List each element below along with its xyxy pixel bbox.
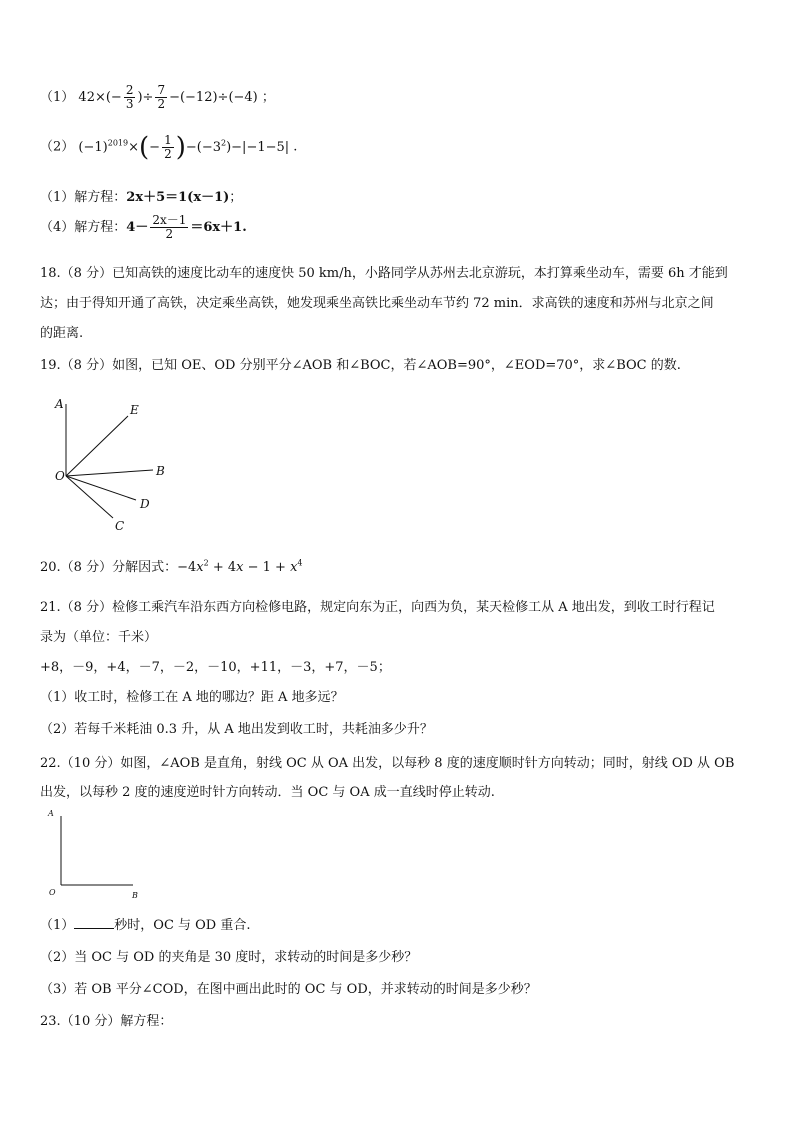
expr-3 — [40, 186, 242, 205]
label-O: O — [55, 469, 65, 483]
label-A: A — [48, 809, 54, 818]
q20 — [40, 556, 303, 575]
label-B: B — [156, 464, 165, 478]
q22-line-2: 出发，以每秒 2 度的速度逆时针方向转动．当 OC 与 OA 成一直线时停止转动. — [40, 785, 495, 800]
expr-2-body: $(-1)^{2019}\times(-$ $\frac{1}{2}$ )$-(-3^2)-|-1-5|$ — [78, 132, 290, 162]
expr-3-equation: 2x＋5＝1(x－1) — [126, 190, 230, 205]
q21-line-1: 21.（8 分）检修工乘汽车沿东西方向检修电路，规定向东为正，向西为负，某天检修工从 A 地出发，到收工时行程记 — [40, 600, 715, 615]
label-A: A — [55, 397, 64, 411]
q22-sub-1 — [40, 914, 251, 933]
expr-2-label: （2） — [40, 139, 75, 155]
q22-right-angle-diagram — [40, 806, 150, 906]
expr-3-label: （1）解方程： — [40, 190, 127, 205]
q21-line-2: 录为（单位：千米） — [40, 630, 158, 645]
expr-2-tail: . — [293, 139, 298, 155]
q22-sub-1-pre: （1） — [40, 918, 75, 933]
label-D: D — [140, 497, 150, 511]
q19-angle-diagram — [40, 390, 190, 540]
expr-4-label: （4）解方程： — [40, 220, 127, 235]
q23-text: 23.（10 分）解方程： — [40, 1014, 173, 1029]
label-C: C — [115, 519, 125, 533]
ray-OB — [66, 470, 153, 476]
q22-line-1: 22.（10 分）如图，∠AOB 是直角，射线 OC 从 OA 出发，以每秒 8 度的速度顺时针方向转动；同时，射线 OD 从 OB — [40, 756, 735, 771]
expr-4-denominator: 2 — [150, 227, 188, 241]
expr-3-tail: ； — [229, 190, 243, 205]
q19-text: 19.（8 分）如图，已知 OE、OD 分别平分∠AOB 和∠BOC，若∠AOB=90°，∠EOD=70°，求∠BOC 的数. — [40, 358, 681, 373]
ray-OE — [66, 416, 128, 476]
q20-expression: $-4x^2 + 4x - 1 + x^4$ — [177, 558, 303, 575]
expr-4-numerator: 2x－1 — [152, 213, 187, 227]
q18-line-3: 的距离. — [40, 326, 84, 341]
expr-4-lhs: 4－ — [126, 220, 149, 235]
q20-text: 20.（8 分）分解因式： — [40, 560, 178, 575]
ray-OC — [66, 476, 113, 518]
q21-records: +8，－9，+4，－7，－2，－10，+11，－3，+7，－5； — [40, 660, 391, 675]
label-E: E — [130, 403, 139, 417]
q18-line-1: 18.（8 分）已知高铁的速度比动车的速度快 50 km/h，小路同学从苏州去北京游玩，本打算乘坐动车，需要 6h 才能到 — [40, 266, 728, 281]
expr-2 — [40, 132, 297, 162]
q21-sub-2: （2）若每千米耗油 0.3 升，从 A 地出发到收工时，共耗油多少升？ — [40, 722, 433, 737]
label-B: B — [132, 891, 138, 900]
answer-blank[interactable] — [74, 916, 114, 929]
q22-sub-2: （2）当 OC 与 OD 的夹角是 30 度时，求转动的时间是多少秒？ — [40, 950, 418, 965]
expr-4-rhs: ＝6x＋1. — [190, 220, 247, 235]
expr-1-label: （1） — [40, 90, 75, 105]
expr-1 — [40, 84, 275, 111]
label-O: O — [49, 888, 56, 897]
q21-sub-1: （1）收工时，检修工在 A 地的哪边？距 A 地多远？ — [40, 690, 344, 705]
ray-OD — [66, 476, 136, 500]
q18-line-2: 达；由于得知开通了高铁，决定乘坐高铁，她发现乘坐高铁比乘坐动车节约 72 min．求高铁的速度和苏州与北京之间 — [40, 296, 714, 311]
q22-sub-3: （3）若 OB 平分∠COD，在图中画出此时的 OC 与 OD，并求转动的时间是多少秒？ — [40, 982, 537, 997]
expr-1-body: 42×(− $\frac{2}{3}$ )÷ $\frac{7}{2}$ −(−12)÷(−4) — [78, 83, 258, 111]
expr-1-tail: ； — [261, 90, 275, 105]
expr-4 — [40, 214, 247, 241]
q22-sub-1-post: 秒时，OC 与 OD 重合. — [114, 918, 251, 933]
